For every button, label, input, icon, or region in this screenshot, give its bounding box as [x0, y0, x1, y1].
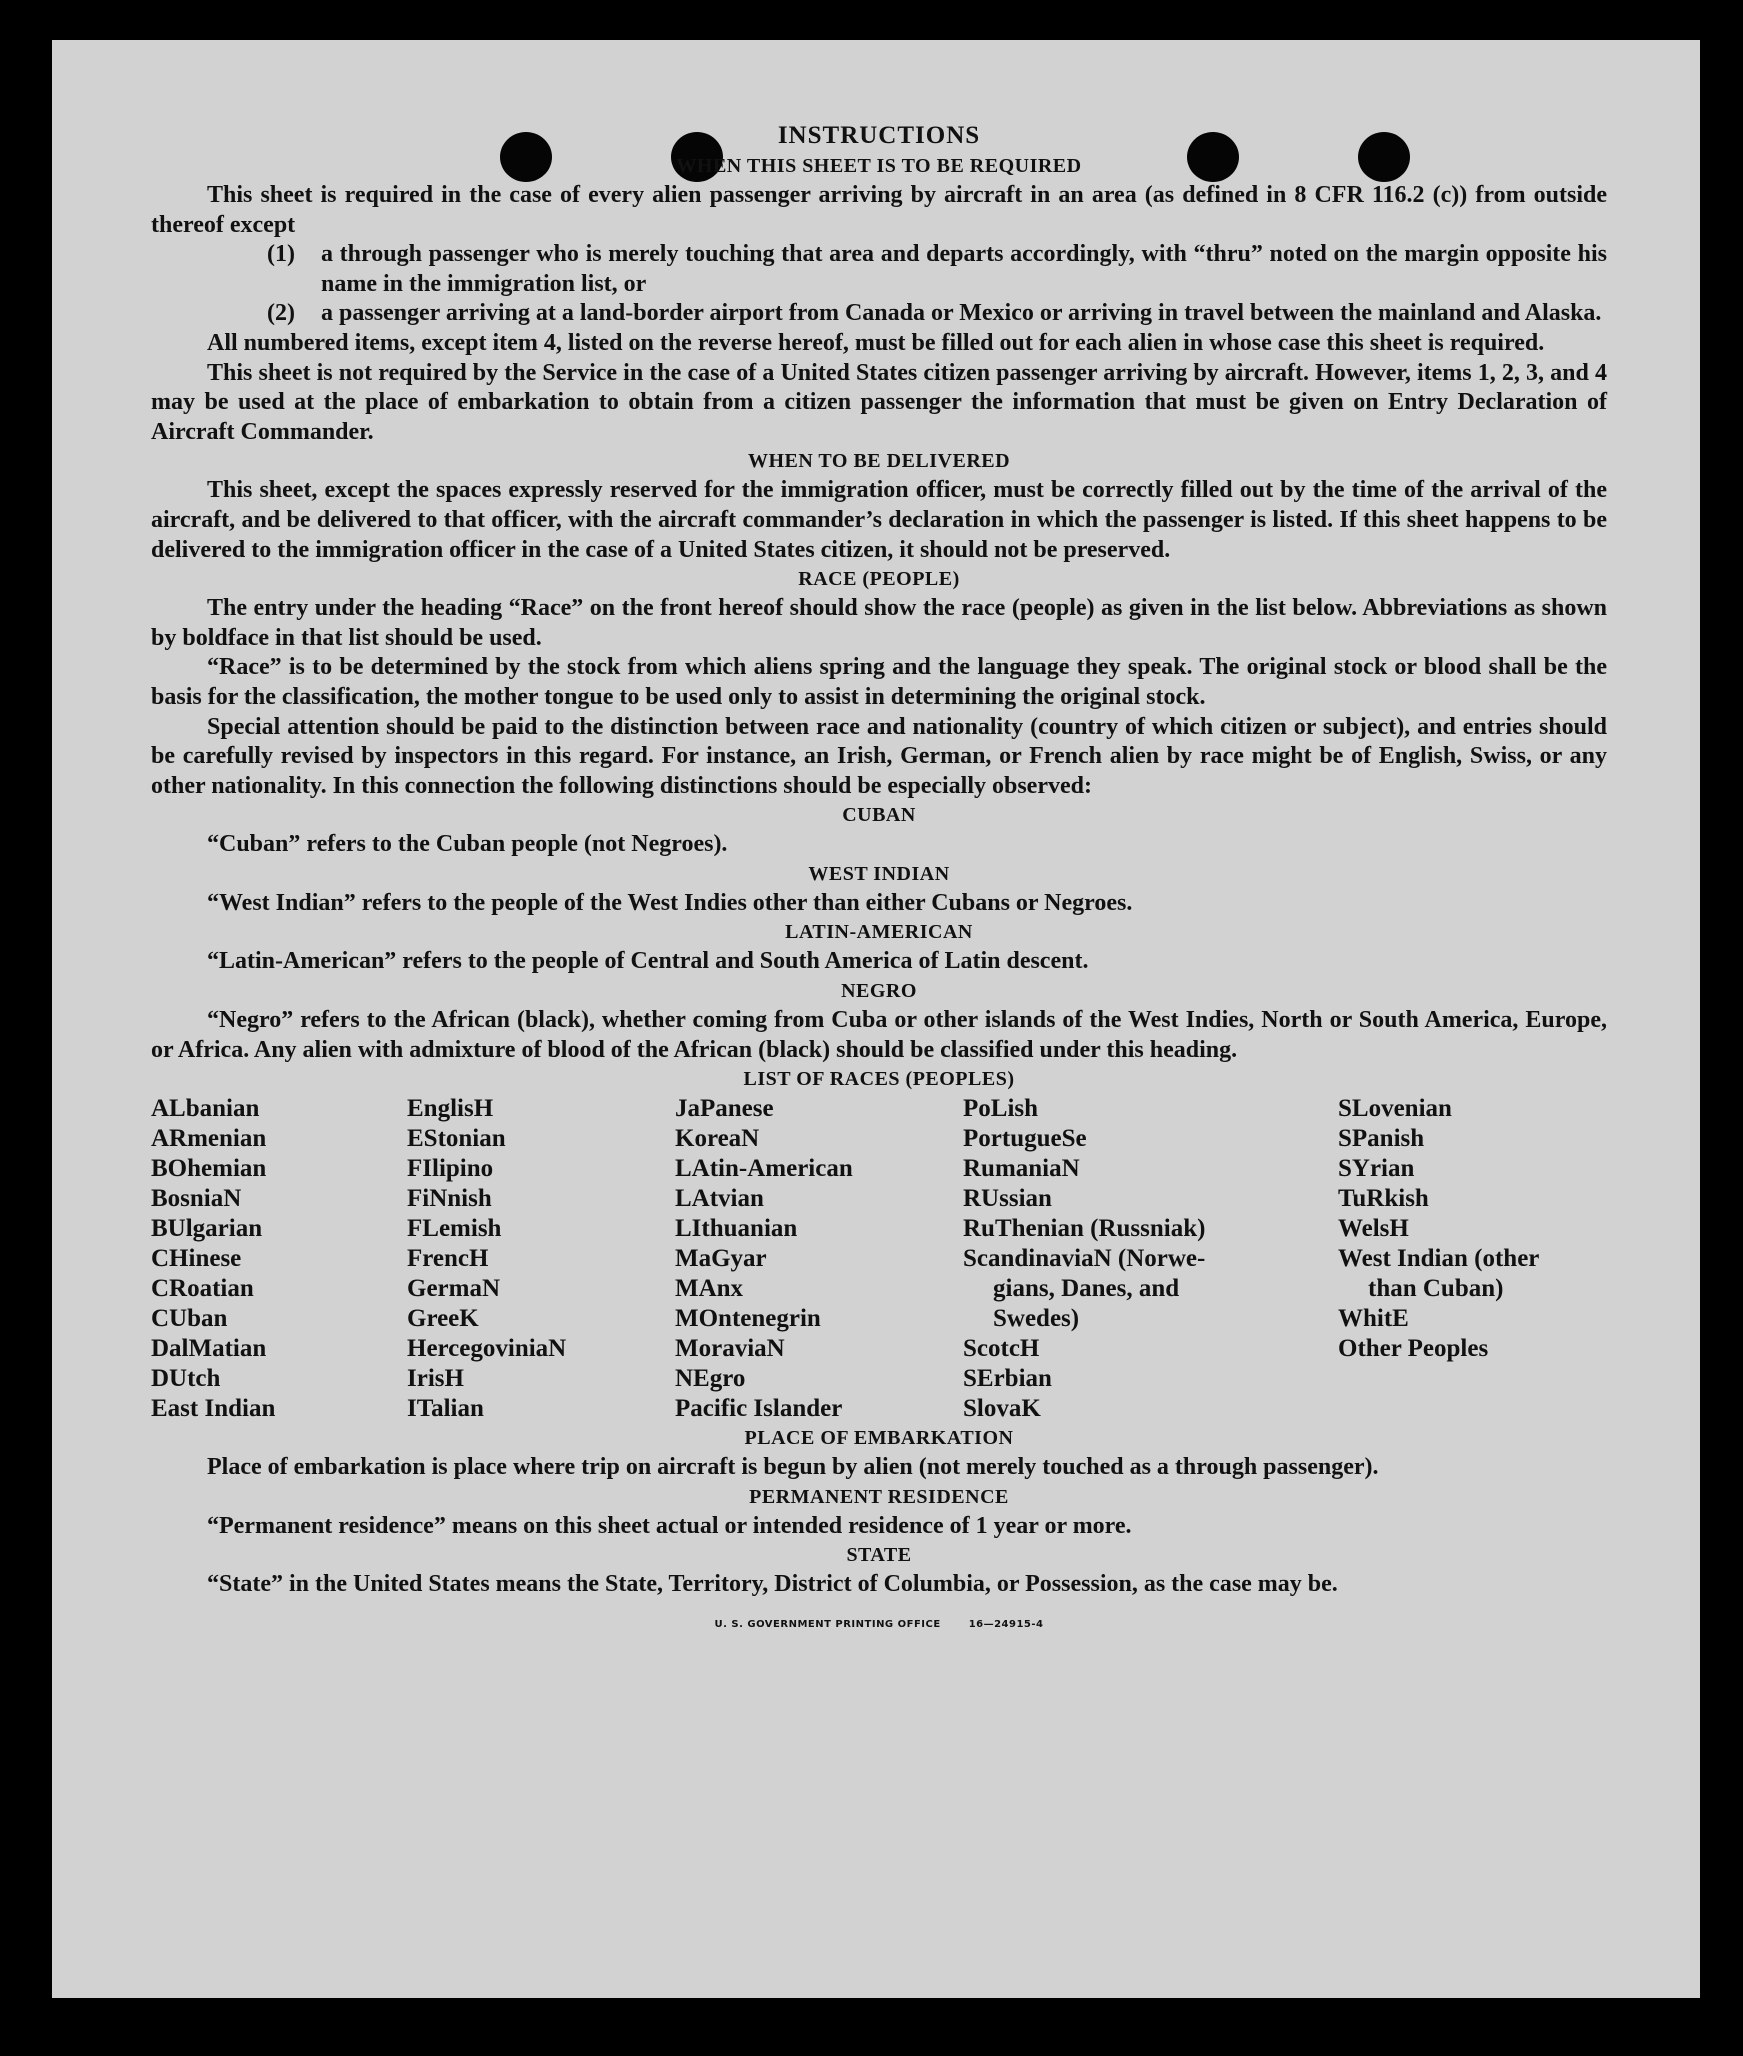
race-entry: Pacific Islander: [675, 1395, 843, 1423]
race-entry: FrencH: [407, 1245, 489, 1273]
race-entry: FiNnish: [407, 1185, 492, 1213]
paragraph: The entry under the heading “Race” on the front hereof should show the race (people) as given in the list below. Abbreviations as shown by boldface in that list should be used.: [151, 595, 1607, 651]
paragraph: Place of embarkation is place where trip on aircraft is begun by alien (not merely touched as a through passenger).: [207, 1454, 1379, 1481]
printer-imprint: [151, 1610, 1607, 1640]
race-entry: Swedes): [993, 1305, 1080, 1333]
section-heading: LIST OF RACES (PEOPLES): [743, 1068, 1015, 1091]
race-entry: SErbian: [963, 1365, 1052, 1393]
race-entry: GermaN: [407, 1275, 501, 1303]
race-entry: CHinese: [151, 1245, 242, 1273]
race-entry: SYrian: [1338, 1155, 1415, 1183]
paragraph: All numbered items, except item 4, listed on the reverse hereof, must be filled out for each alien in whose case this sheet is required.: [207, 329, 1545, 356]
race-entry: KoreaN: [675, 1125, 760, 1153]
instructions-text: [151, 120, 1607, 1640]
race-entry: TuRkish: [1338, 1185, 1429, 1213]
race-entry: SlovaK: [963, 1395, 1041, 1423]
race-entry: FIlipino: [407, 1155, 494, 1183]
race-entry: ScandinaviaN (Norwe-: [963, 1245, 1206, 1273]
paragraph: Special attention should be paid to the distinction between race and nationality (country of which citizen or subject), and entries should be carefully revised by inspectors in this regard. For instance, an Irish, German, or French alien by race might be of English, Swiss, or any other nationality. In this connection the following distinctions should be especially observed:: [151, 713, 1607, 799]
paragraph: “Permanent residence” means on this sheet actual or intended residence of 1 year or more.: [207, 1512, 1132, 1539]
paragraph: “State” in the United States means the State, Territory, District of Columbia, or Possession, as the case may be.: [207, 1571, 1338, 1598]
paragraph: This sheet, except the spaces expressly reserved for the immigration officer, must be correctly filled out by the time of the arrival of the aircraft, and be delivered to that officer, with the aircraft commander’s declaration in which the passenger is listed. If this sheet happens to be delivered to the immigration officer in the case of a United States citizen, it should not be preserved.: [151, 477, 1607, 563]
definition: “West Indian” refers to the people of the West Indies other than either Cubans or Negroes.: [207, 889, 1133, 916]
race-entry: ALbanian: [151, 1095, 260, 1123]
races-column: [963, 1094, 1205, 1424]
race-entry: MaGyar: [675, 1245, 767, 1273]
race-entry: NEgro: [675, 1365, 746, 1393]
printer-name: U. S. GOVERNMENT PRINTING OFFICE: [714, 1619, 941, 1631]
race-entry: LAtvian: [675, 1185, 764, 1213]
definition: “Cuban” refers to the Cuban people (not Negroes).: [207, 831, 728, 858]
race-entry: CUban: [151, 1305, 228, 1333]
race-entry: ARmenian: [151, 1125, 267, 1153]
race-entry: SPanish: [1338, 1125, 1425, 1153]
race-entry: SLovenian: [1338, 1095, 1452, 1123]
races-column: [675, 1094, 853, 1424]
race-entry: LAtin-American: [675, 1155, 853, 1183]
item-number: (1): [267, 241, 295, 268]
race-entry: ScotcH: [963, 1335, 1040, 1363]
race-entry: HercegoviniaN: [407, 1335, 567, 1363]
race-entry: MoraviaN: [675, 1335, 785, 1363]
race-entry: RUssian: [963, 1185, 1052, 1213]
race-entry: WhitE: [1338, 1305, 1409, 1333]
item-text: a through passenger who is merely touching that area and departs accordingly, with “thru” noted on the margin opposite his name in the immigration list, or: [321, 241, 1607, 297]
page-title: INSTRUCTIONS: [777, 122, 981, 149]
race-entry: DUtch: [151, 1365, 221, 1393]
race-entry: MAnx: [675, 1275, 744, 1303]
section-heading: RACE (PEOPLE): [798, 568, 960, 591]
races-list: [151, 1094, 1607, 1424]
form-code: 16—24915-4: [968, 1619, 1044, 1631]
race-entry: West Indian (other: [1338, 1245, 1540, 1273]
race-entry: BosniaN: [151, 1185, 242, 1213]
list-item: [151, 299, 1607, 329]
section-heading: PERMANENT RESIDENCE: [749, 1485, 1009, 1508]
races-column: [151, 1094, 275, 1424]
race-entry: MOntenegrin: [675, 1305, 821, 1333]
race-entry: CRoatian: [151, 1275, 254, 1303]
section-heading: STATE: [846, 1544, 912, 1567]
section-heading: WHEN TO BE DELIVERED: [747, 450, 1011, 473]
race-entry: BOhemian: [151, 1155, 267, 1183]
subheading-cuban: CUBAN: [842, 804, 916, 827]
paragraph: This sheet is not required by the Service in the case of a United States citizen passenger arriving by aircraft. However, items 1, 2, 3, and 4 may be used at the place of embarkation to obtain from a citizen passenger the information that must be given on Entry Declaration of Aircraft Commander.: [151, 359, 1607, 445]
item-text: a passenger arriving at a land-border airport from Canada or Mexico or arriving in travel between the mainland and Alaska.: [321, 300, 1602, 327]
race-entry: DalMatian: [151, 1335, 267, 1363]
race-entry: JaPanese: [675, 1095, 774, 1123]
subheading-latin-american: LATIN-AMERICAN: [785, 921, 973, 944]
race-entry: PoLish: [963, 1095, 1039, 1123]
race-entry: East Indian: [151, 1395, 276, 1423]
paragraph: This sheet is required in the case of every alien passenger arriving by aircraft in an area (as defined in 8 CFR 116.2 (c)) from outside thereof except: [151, 182, 1607, 238]
subheading-west-indian: WEST INDIAN: [808, 862, 950, 885]
race-entry: IrisH: [407, 1365, 464, 1393]
definition: “Negro” refers to the African (black), whether coming from Cuba or other islands of the West Indies, North or South America, Europe, or Africa. Any alien with admixture of blood of the African (black) should be classified under this heading.: [151, 1007, 1607, 1063]
race-entry: Other Peoples: [1338, 1335, 1489, 1363]
race-entry: GreeK: [407, 1305, 479, 1333]
item-number: (2): [267, 300, 295, 327]
race-entry: RuThenian (Russniak): [963, 1215, 1206, 1243]
race-entry: PortugueSe: [963, 1125, 1087, 1153]
document-page: [52, 40, 1700, 1998]
race-entry: FLemish: [407, 1215, 502, 1243]
race-entry: BUlgarian: [151, 1215, 263, 1243]
section-heading: WHEN THIS SHEET IS TO BE REQUIRED: [676, 155, 1082, 177]
list-item: [151, 240, 1607, 299]
race-entry: RumaniaN: [963, 1155, 1080, 1183]
subheading-negro: NEGRO: [841, 980, 917, 1003]
race-entry: than Cuban): [1368, 1275, 1504, 1303]
definition: “Latin-American” refers to the people of Central and South America of Latin descent.: [207, 948, 1089, 975]
races-column: [1338, 1094, 1539, 1364]
race-entry: EnglisH: [407, 1095, 494, 1123]
section-heading: PLACE OF EMBARKATION: [744, 1427, 1014, 1450]
race-entry: gians, Danes, and: [993, 1275, 1180, 1303]
races-column: [407, 1094, 566, 1424]
race-entry: LIthuanian: [675, 1215, 798, 1243]
paragraph: “Race” is to be determined by the stock from which aliens spring and the language they speak. The original stock or blood shall be the basis for the classification, the mother tongue to be used only to assist in determining the original stock.: [151, 654, 1607, 710]
race-entry: ITalian: [407, 1395, 484, 1423]
race-entry: WelsH: [1338, 1215, 1409, 1243]
race-entry: EStonian: [407, 1125, 506, 1153]
